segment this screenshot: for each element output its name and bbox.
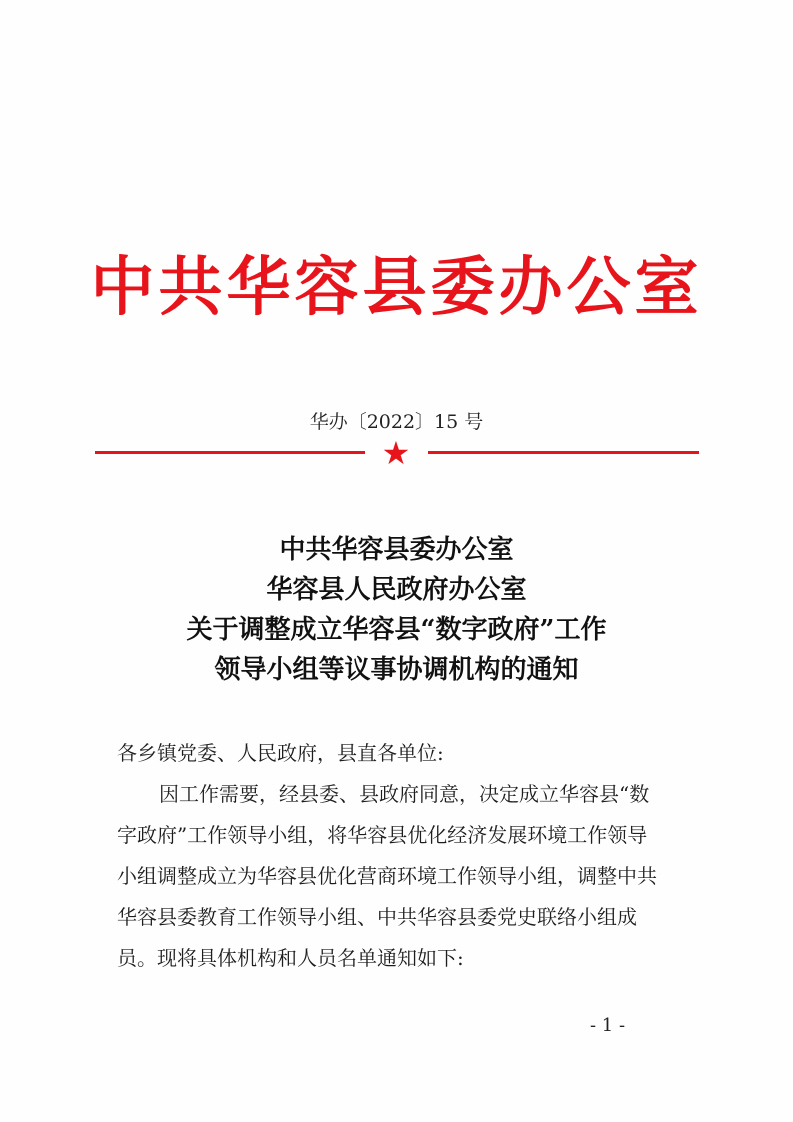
notice-body xyxy=(117,733,697,979)
paragraph-line: 字政府”工作领导小组，将华容县优化经济发展环境工作领导 xyxy=(117,823,648,847)
title-line-subject-1: 关于调整成立华容县“数字政府”工作 xyxy=(186,615,607,645)
red-divider-left xyxy=(95,451,365,454)
salutation: 各乡镇党委、人民政府，县直各单位: xyxy=(117,741,444,765)
document-title xyxy=(0,530,793,690)
title-line-issuer-1: 中共华容县委办公室 xyxy=(279,535,514,565)
paragraph-line: 小组调整成立为华容县优化营商环境工作领导小组，调整中共 xyxy=(117,864,657,888)
page-number: - 1 - xyxy=(590,1015,626,1036)
paragraph-line: 因工作需要，经县委、县政府同意，决定成立华容县“数 xyxy=(159,782,650,806)
paragraph-line: 华容县委教育工作领导小组、中共华容县委党史联络小组成 xyxy=(117,905,637,929)
agency-masthead: 中共华容县委办公室 xyxy=(90,250,703,325)
paragraph-line: 员。现将具体机构和人员名单通知如下: xyxy=(117,946,464,970)
red-star-icon: ★ xyxy=(381,434,411,472)
title-line-subject-2: 领导小组等议事协调机构的通知 xyxy=(214,655,579,685)
red-divider-right xyxy=(428,451,699,454)
title-line-issuer-2: 华容县人民政府办公室 xyxy=(266,575,527,605)
document-number: 华办〔2022〕15 号 xyxy=(309,411,484,433)
